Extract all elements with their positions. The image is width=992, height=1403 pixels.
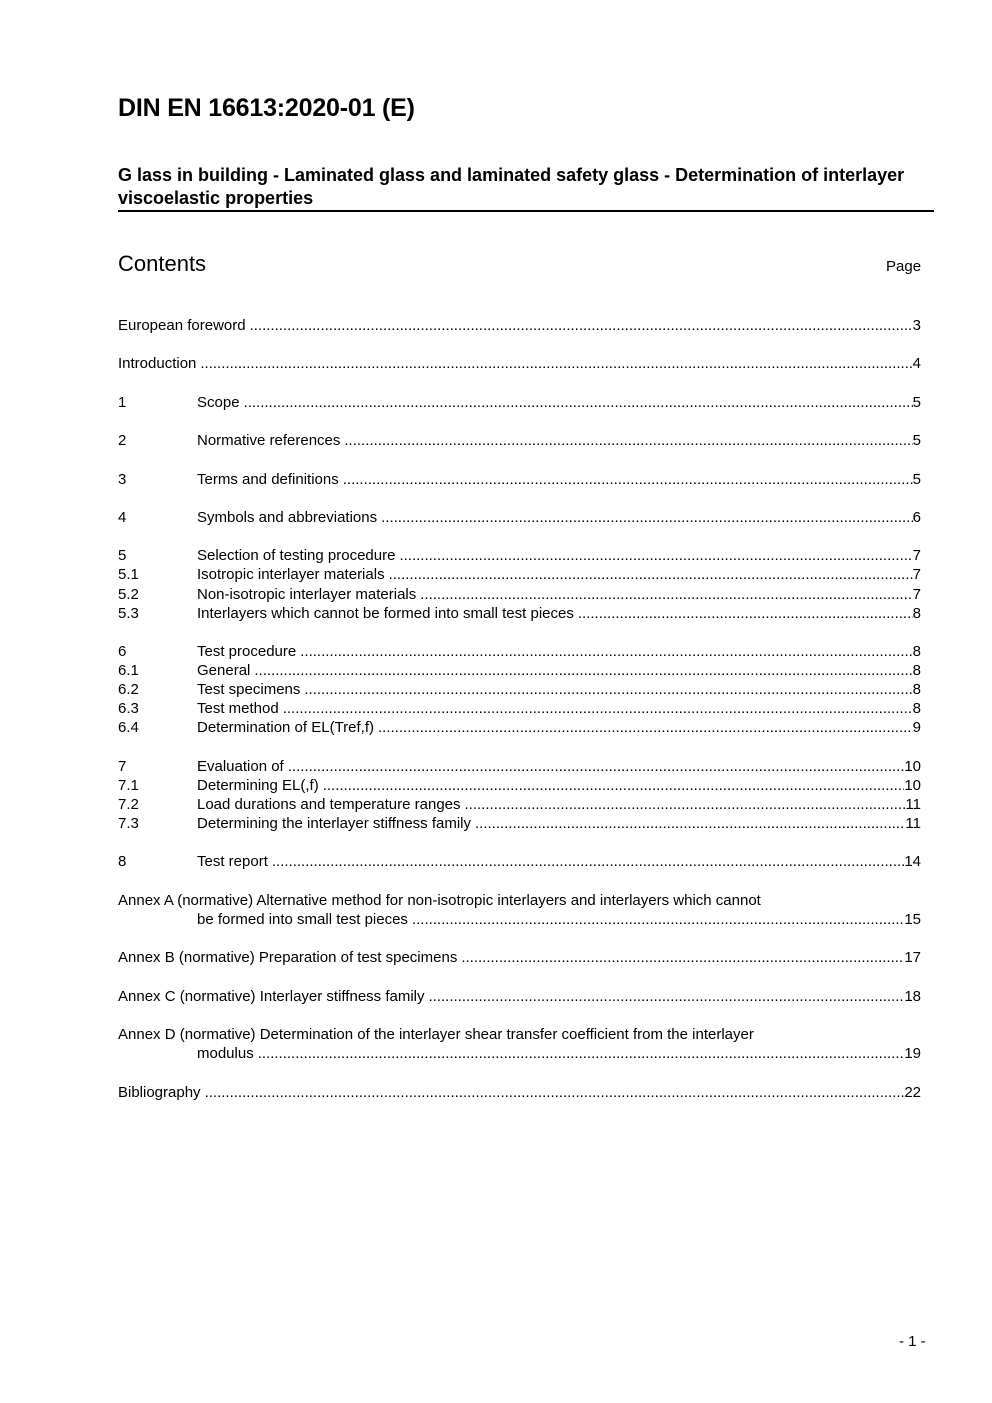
- toc-entry-number: 6.3: [118, 700, 139, 718]
- toc-dot-leader: [429, 987, 905, 1006]
- toc-entry-page: 4: [912, 355, 921, 373]
- toc-dot-leader: [344, 431, 912, 450]
- toc-annex-entry[interactable]: [118, 948, 921, 967]
- toc-entry-title: Determining the interlayer stiffness family: [197, 815, 471, 833]
- toc-dot-leader: [250, 316, 913, 335]
- toc-entry-page: 7: [912, 547, 921, 565]
- toc-entry[interactable]: [118, 661, 921, 680]
- toc-entry-number: 6: [118, 643, 127, 661]
- toc-dot-leader: [283, 699, 913, 718]
- toc-dot-leader: [381, 508, 913, 527]
- toc-entry-number: 7.1: [118, 776, 139, 794]
- toc-entry-page: 7: [912, 566, 921, 584]
- toc-dot-leader: [420, 585, 912, 604]
- toc-entry-number: 2: [118, 432, 127, 450]
- toc-section-group: [118, 508, 921, 527]
- toc-entry-title: Test procedure: [197, 643, 297, 661]
- toc-dot-leader: [258, 1044, 905, 1063]
- toc-section-group: [118, 546, 921, 622]
- toc-dot-leader: [389, 565, 913, 584]
- toc-entry-page: 8: [912, 662, 921, 680]
- toc-entry-number: 8: [118, 853, 127, 871]
- toc-entry-number: 6.1: [118, 662, 139, 680]
- toc-entry-number: 5.2: [118, 585, 139, 603]
- toc-entry-page: 10: [904, 776, 921, 794]
- toc-entry-title: Determination of EL(Tref,f): [197, 719, 375, 737]
- toc-entry-title: General: [197, 662, 251, 680]
- contents-heading: Contents: [118, 251, 207, 276]
- toc-entry[interactable]: [118, 316, 921, 335]
- toc-entry[interactable]: [118, 699, 921, 718]
- toc-entry-number: 3: [118, 470, 127, 488]
- toc-entry-number: 7: [118, 757, 127, 775]
- toc-entry-title-line: Annex D (normative) Determination of the interlayer shear transfer coefficient from the interlayer: [118, 1026, 754, 1044]
- toc-annex-entry[interactable]: [118, 891, 921, 929]
- toc-entry-title: Selection of testing procedure: [197, 547, 396, 565]
- toc-dot-leader: [399, 546, 912, 565]
- document-id: DIN EN 16613:2020-01 (E): [118, 94, 415, 122]
- toc-entry-page: 17: [904, 949, 921, 967]
- toc-entry-number: 5.3: [118, 604, 139, 622]
- toc-entry[interactable]: [118, 795, 921, 814]
- toc-entry-title: Test method: [197, 700, 279, 718]
- toc-entry-title: Test specimens: [197, 681, 301, 699]
- toc-section-group: [118, 757, 921, 833]
- toc-entry-page: 11: [905, 815, 921, 833]
- toc-annex-entry[interactable]: [118, 1025, 921, 1063]
- toc-dot-leader: [578, 604, 913, 623]
- toc-annex-entry[interactable]: [118, 987, 921, 1006]
- toc-section-group: [118, 393, 921, 412]
- toc-dot-leader: [343, 470, 913, 489]
- toc-entry-title: Terms and definitions: [197, 470, 339, 488]
- toc-entry-page: 8: [912, 604, 921, 622]
- toc-entry: [118, 987, 921, 1006]
- toc-entry: [118, 1083, 921, 1102]
- toc-entry-title: Annex B (normative) Preparation of test specimens: [118, 949, 458, 967]
- toc-entry-title: Annex C (normative) Interlayer stiffness family: [118, 987, 425, 1005]
- toc-entry: [118, 948, 921, 967]
- toc-entry-number: 5: [118, 547, 127, 565]
- toc-entry-page: 9: [912, 719, 921, 737]
- toc-entry-title: be formed into small test pieces: [197, 910, 408, 928]
- toc-section-group: [118, 470, 921, 489]
- toc-entry-page: 14: [904, 853, 921, 871]
- toc-dot-leader: [323, 776, 905, 795]
- toc-dot-leader: [300, 642, 912, 661]
- toc-entry-page: 6: [912, 508, 921, 526]
- toc-entry-number: 7.3: [118, 815, 139, 833]
- toc-entry[interactable]: [118, 680, 921, 699]
- toc-entry[interactable]: [118, 642, 921, 661]
- toc-entry-title: Isotropic interlayer materials: [197, 566, 385, 584]
- toc-entry[interactable]: [118, 776, 921, 795]
- toc-entry-number: 6.4: [118, 719, 139, 737]
- toc-section-group: [118, 316, 921, 335]
- toc-section-group: [118, 642, 921, 737]
- toc-entry[interactable]: [118, 718, 921, 737]
- toc-entry-page: 3: [912, 317, 921, 334]
- toc-entry[interactable]: [118, 354, 921, 373]
- toc-entry: [118, 910, 921, 929]
- toc-dot-leader: [475, 814, 905, 833]
- toc-dot-leader: [461, 948, 904, 967]
- toc-dot-leader: [412, 910, 904, 929]
- toc-entry-title: Non-isotropic interlayer materials: [197, 585, 417, 603]
- toc-entry-page: 8: [912, 681, 921, 699]
- toc-dot-leader: [205, 1083, 905, 1102]
- toc-entry-page: 7: [912, 585, 921, 603]
- page-number: - 1 -: [899, 1333, 926, 1350]
- toc-dot-leader: [288, 757, 905, 776]
- toc-dot-leader: [378, 718, 913, 737]
- toc-entry-number: 7.2: [118, 795, 139, 813]
- toc-section-group: [118, 431, 921, 450]
- toc-annex-entry[interactable]: [118, 1083, 921, 1102]
- toc-entry-title: Normative references: [197, 432, 341, 450]
- toc-entry-title-line: Annex A (normative) Alternative method for non-isotropic interlayers and interlayers which cannot: [118, 891, 761, 909]
- toc-entry[interactable]: [118, 604, 921, 623]
- toc-entry-title: Symbols and abbreviations: [197, 508, 378, 526]
- page-column-heading: Page: [886, 258, 922, 275]
- toc-dot-leader: [465, 795, 906, 814]
- toc-dot-leader: [304, 680, 912, 699]
- toc-entry[interactable]: [118, 852, 921, 871]
- toc-entry-title: Load durations and temperature ranges: [197, 795, 461, 813]
- toc-entry-number: 1: [118, 393, 127, 411]
- toc-section-group: [118, 354, 921, 373]
- toc-entry-page: 11: [905, 795, 921, 813]
- toc-entry-page: 5: [912, 470, 921, 488]
- toc-entry-page: 8: [912, 643, 921, 661]
- toc-entry[interactable]: [118, 585, 921, 604]
- toc-entry-number: 4: [118, 508, 127, 526]
- toc-dot-leader: [254, 661, 912, 680]
- toc-entry-page: 18: [904, 987, 921, 1005]
- toc-entry[interactable]: [118, 757, 921, 776]
- toc-entry[interactable]: [118, 814, 921, 833]
- toc-entry-page: 22: [904, 1083, 921, 1101]
- toc-entry-page: 15: [904, 910, 921, 928]
- toc-entry-title: Test report: [197, 853, 268, 871]
- toc-entry-page: 8: [912, 700, 921, 718]
- toc-entry[interactable]: [118, 546, 921, 565]
- document-title: G lass in building - Laminated glass and laminated safety glass - Determination of interlayer viscoelastic properties: [118, 165, 905, 208]
- toc-section-group: [118, 852, 921, 871]
- toc-entry-page: 5: [912, 393, 921, 411]
- toc-entry-title: European foreword: [118, 317, 246, 334]
- toc-entry[interactable]: [118, 565, 921, 584]
- toc-entry-title: modulus: [197, 1045, 254, 1063]
- toc-entry[interactable]: [118, 431, 921, 450]
- toc-entry[interactable]: [118, 393, 921, 412]
- toc-entry-page: 10: [904, 757, 921, 775]
- toc-entry[interactable]: [118, 508, 921, 527]
- toc-dot-leader: [200, 354, 912, 373]
- title-divider: [118, 210, 934, 212]
- toc-entry-page: 19: [904, 1045, 921, 1063]
- toc-entry-title: Interlayers which cannot be formed into small test pieces: [197, 604, 574, 622]
- table-of-contents: [118, 316, 921, 1121]
- toc-entry-number: 5.1: [118, 566, 139, 584]
- toc-entry-title: Determining EL(,f): [197, 776, 319, 794]
- toc-entry-title: Scope: [197, 393, 240, 411]
- toc-entry-page: 5: [912, 432, 921, 450]
- toc-entry-number: 6.2: [118, 681, 139, 699]
- toc-dot-leader: [272, 852, 904, 871]
- toc-entry: [118, 1044, 921, 1063]
- toc-entry-title: Bibliography: [118, 1083, 201, 1101]
- toc-entry-title: Evaluation of: [197, 757, 284, 775]
- toc-dot-leader: [244, 393, 913, 412]
- toc-entry-title: Introduction: [118, 355, 197, 373]
- toc-entry[interactable]: [118, 470, 921, 489]
